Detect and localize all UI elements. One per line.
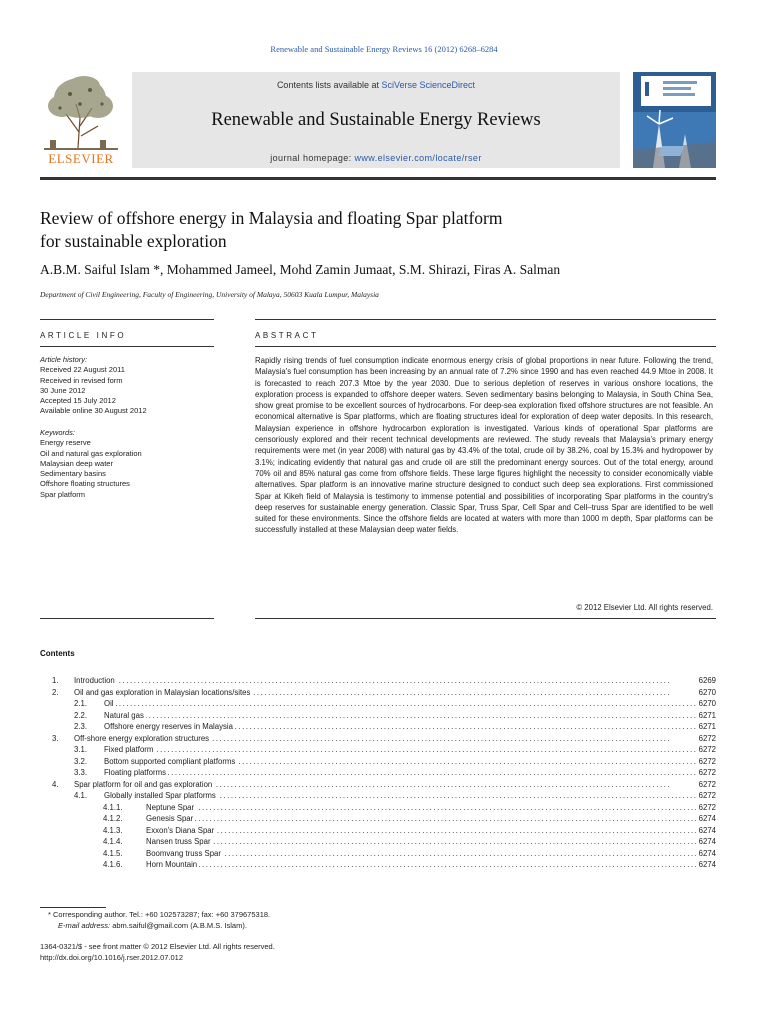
toc-entry-title (146, 825, 716, 837)
contents-heading: Contents (40, 649, 75, 658)
toc-entry-title-text: Genesis Spar (146, 814, 194, 823)
toc-entry-number: 4.1.4. (103, 837, 123, 846)
homepage-link[interactable]: www.elsevier.com/locate/rser (354, 153, 482, 163)
journal-masthead (40, 70, 716, 172)
toc-entry-number: 3. (52, 733, 59, 743)
toc-entry-title (146, 802, 716, 814)
toc-entry-page: 6272 (696, 790, 716, 802)
toc-entry-page: 6272 (696, 767, 716, 779)
toc-entry-title-text: Natural gas (104, 710, 144, 720)
article-info-top-rule (40, 319, 214, 320)
toc-entry[interactable] (40, 859, 716, 871)
toc-entry-page: 6269 (696, 675, 716, 687)
journal-title: Renewable and Sustainable Energy Reviews (211, 110, 541, 130)
toc-entry-title-text: Exxon's Diana Spar (146, 825, 215, 835)
toc-entry[interactable] (40, 710, 716, 722)
toc-entry-title (146, 836, 716, 848)
toc-entry-number: 4.1.6. (103, 860, 123, 869)
toc-entry-title-text: Offshore energy reserves in Malaysia (104, 722, 233, 731)
toc-entry-page: 6272 (696, 756, 716, 768)
toc-entry-number: 1. (52, 676, 59, 685)
toc-entry[interactable] (40, 756, 716, 768)
toc-entry[interactable] (40, 836, 716, 848)
toc-entry-title-text: Nansen truss Spar (146, 837, 211, 846)
toc-entry-title-text: Oil and gas exploration in Malaysian locations/sites (74, 687, 251, 697)
abstract-bottom-rule (255, 618, 716, 619)
journal-homepage (132, 153, 620, 163)
toc-entry-page: 6271 (696, 710, 716, 722)
toc-entry[interactable] (40, 733, 716, 745)
toc-entry[interactable] (40, 687, 716, 699)
toc-entry[interactable] (40, 825, 716, 837)
email-address[interactable]: abm.saiful@gmail.com (A.B.M.S. Islam). (110, 921, 247, 930)
contents-prefix: Contents lists available at (276, 80, 382, 90)
toc-entry-title (74, 675, 716, 687)
toc-entry[interactable] (40, 744, 716, 756)
toc-entry-number: 4.1.5. (103, 848, 123, 858)
corresponding-author-note: * Corresponding author. Tel.: +60 102573287; fax: +60 379675318. (48, 910, 271, 919)
masthead-divider (40, 177, 716, 180)
issn-line: 1364-0321/$ - see front matter © 2012 Elsevier Ltd. All rights reserved. (40, 942, 275, 951)
toc-entry[interactable] (40, 721, 716, 733)
toc-entry-title-text: Globally installed Spar platforms (104, 791, 216, 800)
table-of-contents (40, 675, 716, 871)
toc-entry-number: 4.1.1. (103, 802, 123, 812)
toc-entry-page: 6274 (696, 825, 716, 837)
article-title (40, 207, 700, 253)
toc-entry[interactable] (40, 767, 716, 779)
toc-entry-number: 2. (52, 687, 59, 697)
history-item: Accepted 15 July 2012 (40, 396, 116, 406)
cover-illustration (633, 72, 716, 168)
toc-entry-page: 6272 (696, 744, 716, 756)
article-title-line-1: Review of offshore energy in Malaysia and floating Spar platform (40, 208, 503, 228)
toc-entry-page: 6272 (696, 802, 716, 814)
toc-entry-title-text: Introduction (74, 676, 115, 685)
history-item: Available online 30 August 2012 (40, 406, 147, 416)
toc-entry-title (104, 710, 716, 722)
toc-entry-number: 3.1. (74, 745, 88, 754)
keyword-item: Offshore floating structures (40, 479, 130, 489)
email-note (58, 921, 734, 932)
toc-entry-number: 4.1. (74, 791, 88, 800)
sciencedirect-link[interactable]: SciVerse ScienceDirect (381, 80, 476, 90)
journal-cover-image (633, 72, 716, 168)
history-label: Article history: (40, 355, 88, 364)
toc-entry-number: 2.1. (74, 699, 88, 708)
keyword-item: Malaysian deep water (40, 458, 113, 468)
article-info-heading-rule (40, 346, 214, 347)
toc-entry-title-text: Spar platform for oil and gas exploration (74, 779, 213, 789)
article-history (40, 355, 214, 417)
toc-entry-number: 4. (52, 779, 59, 789)
toc-entry-title (104, 721, 716, 733)
history-item: Received 22 August 2011 (40, 365, 125, 375)
history-item: Received in revised form (40, 375, 123, 385)
toc-entry[interactable] (40, 848, 716, 860)
footnote-divider (40, 907, 106, 908)
keywords-label: Keywords: (40, 428, 76, 437)
keyword-item: Sedimentary basins (40, 469, 106, 479)
keyword-item: Spar platform (40, 489, 86, 499)
toc-entry-number: 2.2. (74, 710, 88, 720)
toc-entry-title (74, 779, 716, 791)
contents-availability (132, 80, 620, 90)
toc-entry-page: 6274 (696, 859, 716, 871)
keyword-list (40, 428, 214, 500)
toc-entry[interactable] (40, 813, 716, 825)
history-item: 30 June 2012 (40, 385, 86, 395)
toc-entry-title-text: Neptune Spar (146, 802, 195, 812)
toc-entry-title (146, 813, 716, 825)
publisher-wordmark: ELSEVIER (48, 151, 114, 166)
toc-entry-number: 3.3. (74, 768, 88, 777)
abstract-heading-rule (255, 346, 716, 347)
homepage-prefix: journal homepage: (270, 153, 355, 163)
toc-entry-number: 2.3. (74, 722, 88, 731)
toc-entry-title-text: Floating platforms (104, 768, 166, 777)
toc-entry-title (104, 756, 716, 768)
email-label: E-mail address: (58, 921, 111, 930)
toc-entry-page: 6274 (696, 836, 716, 848)
toc-entry[interactable] (40, 698, 716, 710)
toc-entry-number: 4.1.2. (103, 814, 123, 823)
toc-entry-title (146, 848, 716, 860)
abstract-text: Rapidly rising trends of fuel consumption indicate enormous energy crisis of global proportions in near future. Following the trend, Malaysia's fuel consumption has been increasing by an annual rate of 7.2% since 1990 and has even reached 44.9 Mtoe in 2008. It is forecasted to reach 207.3 Mtoe by the year 2030. Due to serious depletion of reserves in various onshore locations, the exploration process is expanded to offshore deeper waters. Seven sedimentary basins belonging to Malaysia, in South China Sea, show great promise to be excellent sources of hydrocarbons. For deep-sea exploration fixed offshore structures are not feasible. An economical alternative is Spar platforms, which are floating structures ideal for exploration of deep water deposits. In this research, Malaysian experience in offshore hydrocarbon exploration is investigated. Various kinds of operational Spar platforms are censoriously explored and their recent technical developments are reviewed. The study reveals that Malaysia's primary energy requirements were met (in year 2008) with natural gas by 43.4% of the total, crude oil by 38.2%, coal by 15.3% and hydropower by 3.1%; indicating evidently that natural gas and crude oil are still the predominant energy sources. Out of the total energy, around 70% oil and 85% natural gas come from offshore fields. These large figures highlight the necessity to consider economically viable alternatives. Spar platform is an innovative marine structure designed to conduct such deep sea explorations. First commissioned Spar at Kikeh field of Malaysia is testimony to immense potential and possibilities of incorporating Spar platforms in the country's deep reserves for sustainable energy generation. Classic Spar, Truss Spar, Cell Spar and Cell–truss Spar are identified to be well suited for these environments. Since the offshore fields are located at waters with more than 1000 m depth, Spar platforms can be successfully installed at these Malaysian deep water fields. (255, 356, 713, 535)
toc-entry-title-text: Bottom supported compliant platforms (104, 756, 236, 766)
toc-entry-page: 6274 (696, 813, 716, 825)
toc-entry-page: 6270 (696, 687, 716, 699)
doi-link[interactable]: http://dx.doi.org/10.1016/j.rser.2012.07.012 (40, 953, 184, 962)
author-affiliation: Department of Civil Engineering, Faculty of Engineering, University of Malaya, 50603 Kuala Lumpur, Malaysia (40, 290, 379, 299)
article-info-bottom-rule (40, 618, 214, 619)
toc-entry-page: 6274 (696, 848, 716, 860)
journal-citation[interactable]: Renewable and Sustainable Energy Reviews 16 (2012) 6268–6284 (270, 44, 498, 54)
toc-entry[interactable] (40, 779, 716, 791)
toc-entry-title-text: Fixed platform (104, 745, 154, 754)
masthead-banner (132, 72, 620, 168)
toc-entry-page: 6272 (696, 733, 716, 745)
toc-entry-title (74, 687, 716, 699)
toc-entry-title (104, 790, 716, 802)
toc-entry-page: 6270 (696, 698, 716, 710)
keyword-item: Energy reserve (40, 438, 91, 448)
toc-entry-page: 6272 (696, 779, 716, 791)
toc-entry[interactable] (40, 790, 716, 802)
toc-entry-title (104, 744, 716, 756)
toc-entry-title-text: Off-shore energy exploration structures (74, 733, 210, 743)
article-title-line-2: for sustainable exploration (40, 231, 227, 251)
toc-entry-number: 4.1.3. (103, 825, 123, 835)
keyword-item: Oil and natural gas exploration (40, 448, 142, 458)
toc-entry-page: 6271 (696, 721, 716, 733)
author-list[interactable]: A.B.M. Saiful Islam *, Mohammed Jameel, Mohd Zamin Jumaat, S.M. Shirazi, Firas A. Salman (40, 262, 561, 277)
toc-entry-title-text: Horn Mountain (146, 860, 198, 869)
abstract-heading: ABSTRACT (255, 331, 319, 340)
abstract-top-rule (255, 319, 716, 320)
article-info-heading: ARTICLE INFO (40, 331, 127, 340)
toc-entry-title-text: Boomvang truss Spar (146, 848, 221, 858)
toc-entry[interactable] (40, 802, 716, 814)
toc-entry-title (74, 733, 716, 745)
toc-entry[interactable] (40, 675, 716, 687)
toc-entry-title (104, 767, 716, 779)
toc-entry-title (146, 859, 716, 871)
toc-entry-title (104, 698, 716, 710)
toc-entry-title-text: Oil (104, 699, 114, 708)
abstract-copyright: © 2012 Elsevier Ltd. All rights reserved. (576, 603, 713, 612)
toc-entry-number: 3.2. (74, 756, 88, 766)
